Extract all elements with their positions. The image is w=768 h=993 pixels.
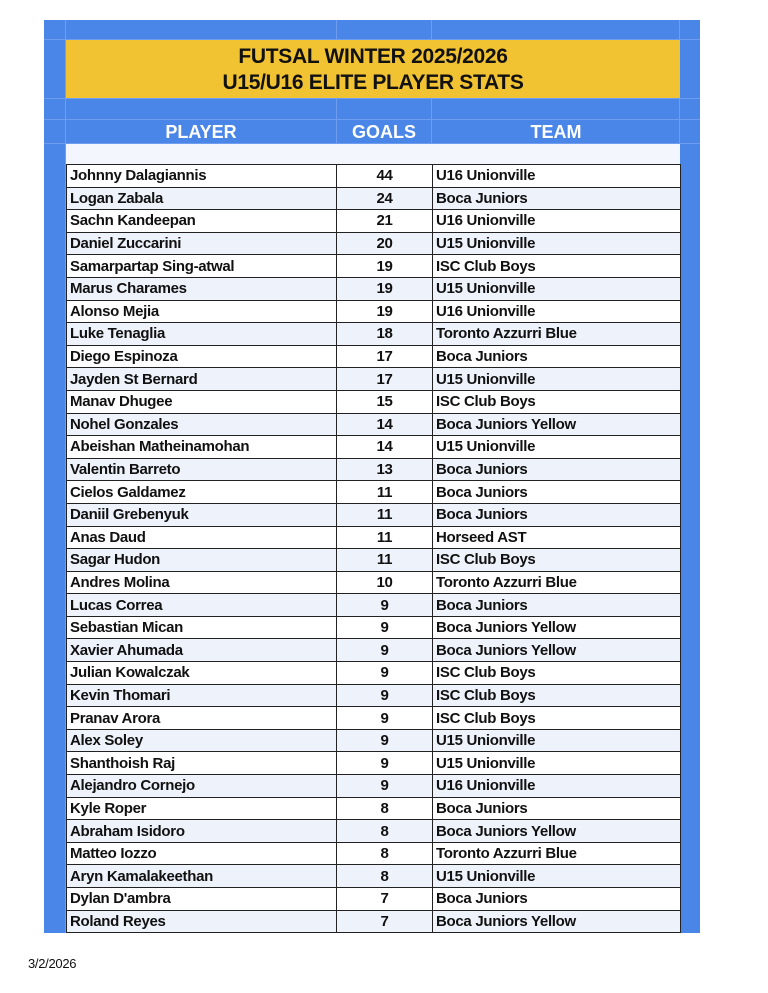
team-cell: Boca Juniors Yellow	[433, 820, 681, 843]
goals-cell: 9	[337, 707, 433, 730]
player-cell: Daniel Zuccarini	[67, 232, 337, 255]
goals-cell: 11	[337, 503, 433, 526]
column-header-goals: GOALS	[351, 122, 416, 142]
team-cell: Boca Juniors	[433, 187, 681, 210]
player-cell: Pranav Arora	[67, 707, 337, 730]
table-row	[67, 436, 681, 459]
player-cell: Manav Dhugee	[67, 390, 337, 413]
team-cell: Toronto Azzurri Blue	[433, 323, 681, 346]
goals-cell: 19	[337, 277, 433, 300]
team-cell: U16 Unionville	[433, 165, 681, 188]
table-row	[67, 187, 681, 210]
player-cell: Alonso Mejia	[67, 300, 337, 323]
goals-cell: 8	[337, 842, 433, 865]
goals-cell: 9	[337, 684, 433, 707]
team-cell: ISC Club Boys	[433, 390, 681, 413]
goals-cell: 9	[337, 639, 433, 662]
team-cell: U16 Unionville	[433, 210, 681, 233]
goals-cell: 11	[337, 481, 433, 504]
table-row	[67, 707, 681, 730]
team-cell: Boca Juniors	[433, 594, 681, 617]
column-header-player: PLAYER	[165, 122, 237, 142]
team-cell: U16 Unionville	[433, 775, 681, 798]
player-cell: Marus Charames	[67, 277, 337, 300]
goals-cell: 14	[337, 436, 433, 459]
table-row	[67, 729, 681, 752]
team-cell: Boca Juniors Yellow	[433, 616, 681, 639]
team-cell: ISC Club Boys	[433, 662, 681, 685]
player-cell: Logan Zabala	[67, 187, 337, 210]
table-row	[67, 481, 681, 504]
player-cell: Sebastian Mican	[67, 616, 337, 639]
goals-cell: 9	[337, 729, 433, 752]
team-cell: Boca Juniors	[433, 345, 681, 368]
goals-cell: 21	[337, 210, 433, 233]
team-cell: U16 Unionville	[433, 300, 681, 323]
table-row	[67, 842, 681, 865]
table-row	[67, 526, 681, 549]
goals-cell: 7	[337, 888, 433, 911]
table-row	[67, 662, 681, 685]
team-cell: Boca Juniors	[433, 888, 681, 911]
table-row	[67, 458, 681, 481]
table-row	[67, 910, 681, 933]
table-row	[67, 503, 681, 526]
player-cell: Samarpartap Sing-atwal	[67, 255, 337, 278]
player-cell: Julian Kowalczak	[67, 662, 337, 685]
team-cell: Boca Juniors Yellow	[433, 910, 681, 933]
table-row	[67, 368, 681, 391]
table-row	[67, 639, 681, 662]
player-cell: Abraham Isidoro	[67, 820, 337, 843]
player-cell: Kyle Roper	[67, 797, 337, 820]
team-cell: Horseed AST	[433, 526, 681, 549]
table-row	[67, 571, 681, 594]
player-cell: Roland Reyes	[67, 910, 337, 933]
title-banner	[66, 40, 680, 98]
blank-row	[66, 144, 680, 164]
table-row	[67, 594, 681, 617]
player-cell: Andres Molina	[67, 571, 337, 594]
title-line-1: FUTSAL WINTER 2025/2026	[238, 45, 508, 68]
table-row	[67, 752, 681, 775]
goals-cell: 9	[337, 752, 433, 775]
team-cell: U15 Unionville	[433, 865, 681, 888]
player-cell: Luke Tenaglia	[67, 323, 337, 346]
team-cell: Toronto Azzurri Blue	[433, 842, 681, 865]
table-row	[67, 165, 681, 188]
table-row	[67, 210, 681, 233]
team-cell: ISC Club Boys	[433, 549, 681, 572]
player-cell: Anas Daud	[67, 526, 337, 549]
table-row	[67, 616, 681, 639]
team-cell: U15 Unionville	[433, 752, 681, 775]
player-cell: Matteo Iozzo	[67, 842, 337, 865]
player-cell: Lucas Correa	[67, 594, 337, 617]
table-row	[67, 345, 681, 368]
table-row	[67, 255, 681, 278]
player-stats-table	[66, 164, 681, 933]
goals-cell: 10	[337, 571, 433, 594]
goals-cell: 19	[337, 300, 433, 323]
team-cell: ISC Club Boys	[433, 684, 681, 707]
goals-cell: 11	[337, 526, 433, 549]
team-cell: ISC Club Boys	[433, 255, 681, 278]
table-row	[67, 413, 681, 436]
goals-cell: 9	[337, 594, 433, 617]
team-cell: U15 Unionville	[433, 436, 681, 459]
goals-cell: 8	[337, 820, 433, 843]
goals-cell: 18	[337, 323, 433, 346]
player-cell: Alex Soley	[67, 729, 337, 752]
goals-cell: 19	[337, 255, 433, 278]
team-cell: U15 Unionville	[433, 368, 681, 391]
goals-cell: 8	[337, 797, 433, 820]
team-cell: Boca Juniors	[433, 797, 681, 820]
table-row	[67, 390, 681, 413]
team-cell: Boca Juniors	[433, 481, 681, 504]
table-row	[67, 684, 681, 707]
player-cell: Shanthoish Raj	[67, 752, 337, 775]
print-date: 3/2/2026	[28, 956, 77, 971]
table-row	[67, 865, 681, 888]
table-row	[67, 323, 681, 346]
player-cell: Daniil Grebenyuk	[67, 503, 337, 526]
column-header-team: TEAM	[530, 122, 582, 142]
goals-cell: 11	[337, 549, 433, 572]
team-cell: U15 Unionville	[433, 277, 681, 300]
goals-cell: 8	[337, 865, 433, 888]
team-cell: U15 Unionville	[433, 232, 681, 255]
table-row	[67, 300, 681, 323]
player-cell: Sachn Kandeepan	[67, 210, 337, 233]
goals-cell: 14	[337, 413, 433, 436]
goals-cell: 13	[337, 458, 433, 481]
goals-cell: 44	[337, 165, 433, 188]
goals-cell: 15	[337, 390, 433, 413]
goals-cell: 9	[337, 662, 433, 685]
player-cell: Nohel Gonzales	[67, 413, 337, 436]
player-cell: Sagar Hudon	[67, 549, 337, 572]
player-cell: Kevin Thomari	[67, 684, 337, 707]
table-row	[67, 820, 681, 843]
player-cell: Jayden St Bernard	[67, 368, 337, 391]
team-cell: ISC Club Boys	[433, 707, 681, 730]
table-row	[67, 277, 681, 300]
team-cell: Toronto Azzurri Blue	[433, 571, 681, 594]
title-line-2: U15/U16 ELITE PLAYER STATS	[222, 71, 524, 94]
goals-cell: 7	[337, 910, 433, 933]
player-cell: Aryn Kamalakeethan	[67, 865, 337, 888]
goals-cell: 17	[337, 368, 433, 391]
player-cell: Diego Espinoza	[67, 345, 337, 368]
player-cell: Cielos Galdamez	[67, 481, 337, 504]
team-cell: U15 Unionville	[433, 729, 681, 752]
player-cell: Valentin Barreto	[67, 458, 337, 481]
table-row	[67, 775, 681, 798]
player-cell: Abeishan Matheinamohan	[67, 436, 337, 459]
goals-cell: 17	[337, 345, 433, 368]
team-cell: Boca Juniors Yellow	[433, 413, 681, 436]
table-row	[67, 232, 681, 255]
team-cell: Boca Juniors	[433, 458, 681, 481]
table-row	[67, 797, 681, 820]
table-row	[67, 549, 681, 572]
team-cell: Boca Juniors Yellow	[433, 639, 681, 662]
goals-cell: 24	[337, 187, 433, 210]
team-cell: Boca Juniors	[433, 503, 681, 526]
player-cell: Alejandro Cornejo	[67, 775, 337, 798]
goals-cell: 9	[337, 775, 433, 798]
goals-cell: 20	[337, 232, 433, 255]
player-cell: Johnny Dalagiannis	[67, 165, 337, 188]
player-cell: Dylan D'ambra	[67, 888, 337, 911]
goals-cell: 9	[337, 616, 433, 639]
table-row	[67, 888, 681, 911]
player-cell: Xavier Ahumada	[67, 639, 337, 662]
